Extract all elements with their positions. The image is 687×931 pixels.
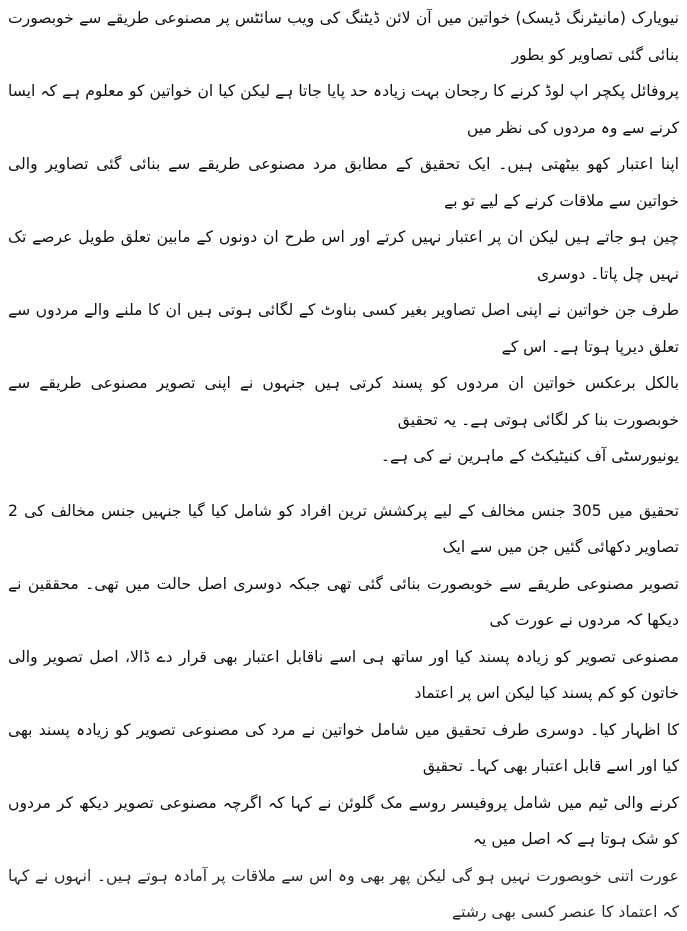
paragraph-line: چین ہو جاتے ہیں لیکن ان پر اعتبار نہیں کرتے اور اس طرح ان دونوں کے مابین تعلق طویل عرصے تک نہیں چل پاتا۔ دوسری: [8, 228, 679, 283]
paragraph-line: تحقیق میں 305 جنس مخالف کے لیے پرکشش ترین افراد کو شامل کیا گیا جنہیں جنس مخالف کی 2 تصاویر دکھائی گئیں جن میں سے ایک: [8, 501, 679, 556]
paragraph-line: کرنے والی ٹیم میں شامل پروفیسر روسے مک گلوئن نے کہا کہ اگرچہ مصنوعی تصویر دیکھ کر مردوں کو شک ہوتا ہے کہ اصل میں یہ: [8, 793, 679, 848]
paragraph-line: نیویارک (مانیٹرنگ ڈیسک) خواتین میں آن لائن ڈیٹنگ کی ویب سائٹس پر مصنوعی طریقے سے خوبصورت بنائی گئی تصاویر کو بطور: [8, 9, 679, 64]
paragraph-gap: [8, 475, 679, 493]
paragraph-2: [8, 493, 679, 931]
paragraph-line: طرف جن خواتین نے اپنی اصل تصاویر بغیر کسی بناوٹ کے لگائی ہوتی ہیں ان کا ملنے والے مردوں سے تعلق دیرپا ہوتا ہے۔ اس کے: [8, 301, 679, 356]
paragraph-1: [8, 0, 679, 475]
paragraph-line: پروفائل پکچر اپ لوڈ کرنے کا رجحان بہت زیادہ حد پایا جاتا ہے لیکن کیا ان خواتین کو معلوم ہے کہ ایسا کرنے سے وہ مردوں کی نظر میں: [8, 82, 679, 137]
paragraph-line: مصنوعی تصویر کو زیادہ پسند کیا اور ساتھ ہی اسے ناقابل اعتبار بھی قرار دے ڈالا، اصل تصویر والی خاتون کو کم پسند کیا لیکن اس پر اعتماد: [8, 647, 679, 702]
paragraph-line: تصویر مصنوعی طریقے سے خوبصورت بنائی گئی تھی جبکہ دوسری اصل حالت میں تھی۔ محققین نے دیکھا کہ مردوں نے عورت کی: [8, 574, 679, 629]
paragraph-line: کا اظہار کیا۔ دوسری طرف تحقیق میں شامل خواتین نے مرد کی مصنوعی تصویر کو زیادہ پسند بھی کیا اور اسے قابل اعتبار بھی کہا۔ تحقیق: [8, 720, 679, 775]
paragraph-line: یونیورسٹی آف کنیٹیکٹ کے ماہرین نے کی ہے۔: [380, 447, 679, 465]
article-body: [8, 0, 679, 921]
paragraph-line: بالکل برعکس خواتین ان مردوں کو پسند کرتی ہیں جنہوں نے اپنی تصویر مصنوعی طریقے سے خوبصورت بنا کر لگائی ہوتی ہے۔ یہ تحقیق: [8, 374, 679, 429]
paragraph-line: عورت اتنی خوبصورت نہیں ہو گی لیکن پھر بھی وہ اس سے ملاقات پر آمادہ ہوتے ہیں۔ انہوں نے کہا کہ اعتماد کا عنصر کسی بھی رشتے: [8, 866, 679, 921]
paragraph-line: اپنا اعتبار کھو بیٹھتی ہیں۔ ایک تحقیق کے مطابق مرد مصنوعی طریقے سے بنائی گئی تصاویر والی خواتین سے ملاقات کرنے کے لیے تو بے: [8, 155, 679, 210]
